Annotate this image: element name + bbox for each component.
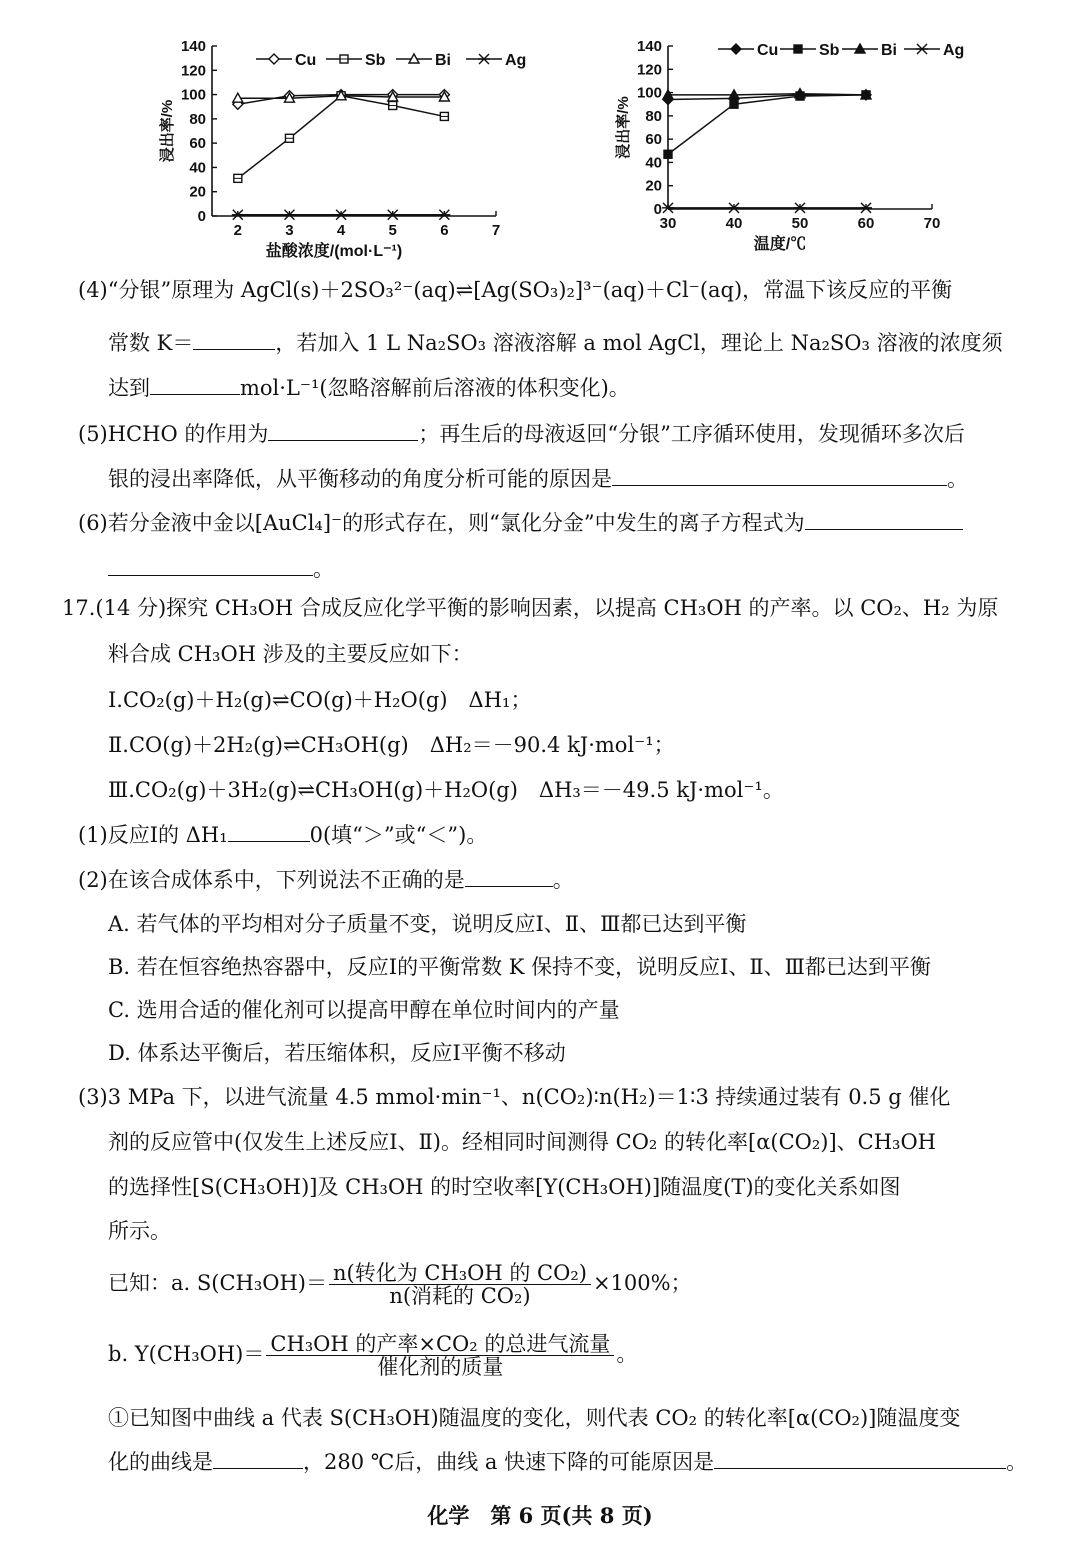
chart2-series-sb-point [730, 100, 738, 108]
q17-reason-blank[interactable] [714, 1450, 1006, 1469]
chart2-legend-marker [731, 44, 741, 54]
q5-l1a: (5)HCHO 的作用为 [78, 422, 269, 446]
chart-temperature [600, 0, 1000, 270]
q4-line1: (4)“分银”原理为 AgCl(s)＋2SO₃²⁻(aq)⇌[Ag(SO₃)₂]³⁻(aq)＋Cl⁻(aq)，常温下该反应的平衡 [78, 278, 953, 302]
chart2-y-tick-label: 80 [645, 107, 662, 125]
fraction-a-numerator: n(转化为 CH₃OH 的 CO₂) [329, 1262, 591, 1285]
chart1-legend-label-sb: Sb [365, 52, 386, 69]
q17-part3-line3: 的选择性[S(CH₃OH)]及 CH₃OH 的时空收率[Y(CH₃OH)]随温度(T)的变化关系如图 [108, 1175, 901, 1199]
chart2-legend-label-cu: Cu [757, 42, 779, 59]
chart1-legend-marker [269, 54, 279, 64]
chart2-y-tick-label: 40 [645, 154, 662, 172]
q17-sub1-line1: ①已知图中曲线 a 代表 S(CH₃OH)随温度的变化，则代表 CO₂ 的转化率[α(CO₂)]随温度变 [108, 1406, 961, 1430]
chart2-x-tick-label: 50 [791, 215, 809, 232]
chart2-legend-marker [916, 44, 928, 54]
chart2-x-tick-label: 60 [857, 215, 875, 232]
chart2-y-tick-label: 0 [653, 201, 662, 218]
chart2-y-axis-label: 浸出率/% [615, 96, 632, 159]
q6-line2 [108, 557, 334, 581]
page-footer: 化学 第 6 页(共 8 页) [427, 1503, 653, 1528]
chart-temp-svg [600, 0, 1000, 270]
q6-l1: (6)若分金液中金以[AuCl₄]⁻的形式存在，则“氯化分金”中发生的离子方程式为 [78, 511, 805, 535]
chart2-series-sb-point [664, 150, 672, 158]
q17-reaction-1: Ⅰ.CO₂(g)＋H₂(g)⇌CO(g)＋H₂O(g) ΔH₁； [108, 688, 532, 712]
known-b-pre: b. Y(CH₃OH)＝ [108, 1342, 265, 1366]
chart2-series-bi-line [668, 94, 866, 95]
q17-part1 [78, 823, 487, 847]
q17-p2b: 。 [552, 868, 574, 892]
q17-c1l2a: 化的曲线是 [108, 1450, 213, 1474]
chart1-y-tick-label: 100 [180, 86, 206, 104]
chart1-x-tick-label: 2 [233, 222, 242, 239]
fraction-a [329, 1262, 591, 1307]
chart2-x-axis-label: 温度/℃ [753, 236, 807, 253]
q5-l1b: ；再生后的母液返回“分银”工序循环使用，发现循环多次后 [418, 422, 965, 446]
chart2-legend-label-ag: Ag [943, 42, 965, 59]
chart1-y-tick-label: 140 [180, 38, 206, 55]
q4-l2b: ，若加入 1 L Na₂SO₃ 溶液溶解 a mol AgCl，理论上 Na₂SO₃ 溶液的浓度须 [275, 331, 1003, 355]
chart1-legend-marker [478, 54, 490, 64]
q4-l3a: 达到 [108, 376, 150, 400]
chart2-x-tick-label: 30 [659, 215, 677, 232]
chart1-y-tick-label: 20 [189, 183, 206, 201]
fraction-b [266, 1333, 614, 1378]
known-b-post: 。 [616, 1342, 638, 1366]
q6-answer-blank-2[interactable] [108, 557, 313, 576]
chart2-x-tick-label: 70 [923, 215, 941, 232]
q5-line1 [78, 422, 965, 446]
q17-curve-blank[interactable] [213, 1450, 303, 1469]
q17-part3-line4: 所示。 [108, 1219, 171, 1243]
chart1-legend-label-bi: Bi [435, 52, 451, 69]
chart1-x-tick-label: 7 [491, 222, 501, 239]
q17-p2-blank[interactable] [465, 868, 553, 887]
known-a-pre: 已知：a. S(CH₃OH)＝ [108, 1271, 327, 1295]
chart2-legend-marker [794, 45, 802, 53]
fraction-b-numerator: CH₃OH 的产率×CO₂ 的总进气流量 [266, 1333, 614, 1356]
chart1-y-tick-label: 40 [189, 159, 206, 177]
chart1-legend-label-cu: Cu [295, 52, 317, 69]
q17-c1l2c: 。 [1006, 1450, 1028, 1474]
chart1-y-tick-label: 120 [180, 62, 206, 80]
q17-option-a: A. 若气体的平均相对分子质量不变，说明反应Ⅰ、Ⅱ、Ⅲ都已达到平衡 [108, 912, 747, 936]
q17-intro-line1: 17.(14 分)探究 CH₃OH 合成反应化学平衡的影响因素，以提高 CH₃OH 的产率。以 CO₂、H₂ 为原 [62, 596, 999, 620]
q17-p2a: (2)在该合成体系中，下列说法不正确的是 [78, 868, 465, 892]
q17-sub1-line2 [108, 1450, 1027, 1474]
chart1-x-tick-label: 5 [388, 222, 397, 239]
q6-l2: 。 [313, 557, 334, 581]
q5-line2 [108, 467, 968, 491]
chart-hcl-svg [150, 0, 530, 270]
chart1-x-tick-label: 4 [336, 222, 346, 239]
chart1-y-tick-label: 60 [189, 135, 206, 153]
q5-l2a: 银的浸出率降低，从平衡移动的角度分析可能的原因是 [108, 467, 612, 491]
chart1-y-tick-label: 0 [197, 208, 206, 225]
chart1-y-axis-label: 浸出率/% [159, 99, 176, 163]
chart1-x-tick-label: 6 [440, 222, 449, 239]
q17-part2 [78, 868, 574, 892]
known-formula-a [108, 1262, 692, 1307]
q17-option-d: D. 体系达平衡后，若压缩体积，反应Ⅰ平衡不移动 [108, 1041, 566, 1065]
q6-answer-blank-1[interactable] [805, 511, 963, 530]
q17-part3-line2: 剂的反应管中(仅发生上述反应Ⅰ、Ⅱ)。经相同时间测得 CO₂ 的转化率[α(CO₂)]、CH₃OH [108, 1130, 936, 1154]
chart2-x-tick-label: 40 [725, 215, 743, 232]
chart2-y-tick-label: 20 [645, 177, 662, 195]
known-formula-b [108, 1333, 637, 1378]
q17-p1-blank[interactable] [228, 823, 310, 842]
q17-intro-line2: 料合成 CH₃OH 涉及的主要反应如下： [108, 642, 473, 666]
q17-part3-line1: (3)3 MPa 下，以进气流量 4.5 mmol·min⁻¹、n(CO₂)∶n(H₂)＝1∶3 持续通过装有 0.5 g 催化 [78, 1085, 951, 1109]
chart1-x-axis-label: 盐酸浓度/(mol·L⁻¹) [265, 243, 403, 260]
chart2-series-sb-line [668, 95, 866, 154]
q17-option-c: C. 选用合适的催化剂可以提高甲醇在单位时间内的产量 [108, 998, 620, 1022]
q17-option-b: B. 若在恒容绝热容器中，反应Ⅰ的平衡常数 K 保持不变，说明反应Ⅰ、Ⅱ、Ⅲ都已达到平衡 [108, 955, 931, 979]
chart2-legend-label-bi: Bi [881, 42, 897, 59]
fraction-a-denominator: n(消耗的 CO₂) [389, 1284, 531, 1308]
chart2-y-tick-label: 60 [645, 131, 662, 149]
chart2-legend-label-sb: Sb [819, 42, 840, 59]
q4-l3b: mol·L⁻¹(忽略溶解前后溶液的体积变化)。 [240, 376, 630, 400]
known-a-post: ×100%； [592, 1271, 692, 1295]
q4-answer-k-blank[interactable] [193, 331, 275, 350]
q17-reaction-3: Ⅲ.CO₂(g)＋3H₂(g)⇌CH₃OH(g)＋H₂O(g) ΔH₃＝－49.5 kJ·mol⁻¹。 [108, 778, 784, 802]
chart1-y-tick-label: 80 [189, 110, 206, 128]
chart1-series-sb-line [238, 96, 445, 179]
chart-hcl-concentration [150, 0, 530, 270]
q17-p1b: 0(填“＞”或“＜”)。 [309, 823, 488, 847]
q4-line2 [108, 331, 1003, 355]
q17-reaction-2: Ⅱ.CO(g)＋2H₂(g)⇌CH₃OH(g) ΔH₂＝－90.4 kJ·mol⁻¹； [108, 733, 675, 757]
q5-answer-hcho-blank[interactable] [268, 422, 418, 441]
chart1-x-tick-label: 3 [285, 222, 294, 239]
q6-line1 [78, 511, 963, 535]
chart2-y-tick-label: 100 [636, 84, 662, 102]
fraction-b-denominator: 催化剂的质量 [377, 1355, 504, 1379]
chart2-y-tick-label: 140 [636, 38, 662, 55]
chart2-y-tick-label: 120 [636, 61, 662, 79]
q5-answer-reason-blank[interactable] [612, 467, 947, 486]
q17-c1l2b: ，280 ℃后，曲线 a 快速下降的可能原因是 [303, 1450, 715, 1474]
q17-p1a: (1)反应Ⅰ的 ΔH₁ [78, 823, 228, 847]
q4-answer-conc-blank[interactable] [150, 376, 240, 395]
q5-l2b: 。 [947, 467, 968, 491]
chart1-legend-label-ag: Ag [505, 52, 527, 69]
q4-l2a: 常数 K＝ [108, 331, 194, 355]
q4-line3 [108, 376, 630, 400]
